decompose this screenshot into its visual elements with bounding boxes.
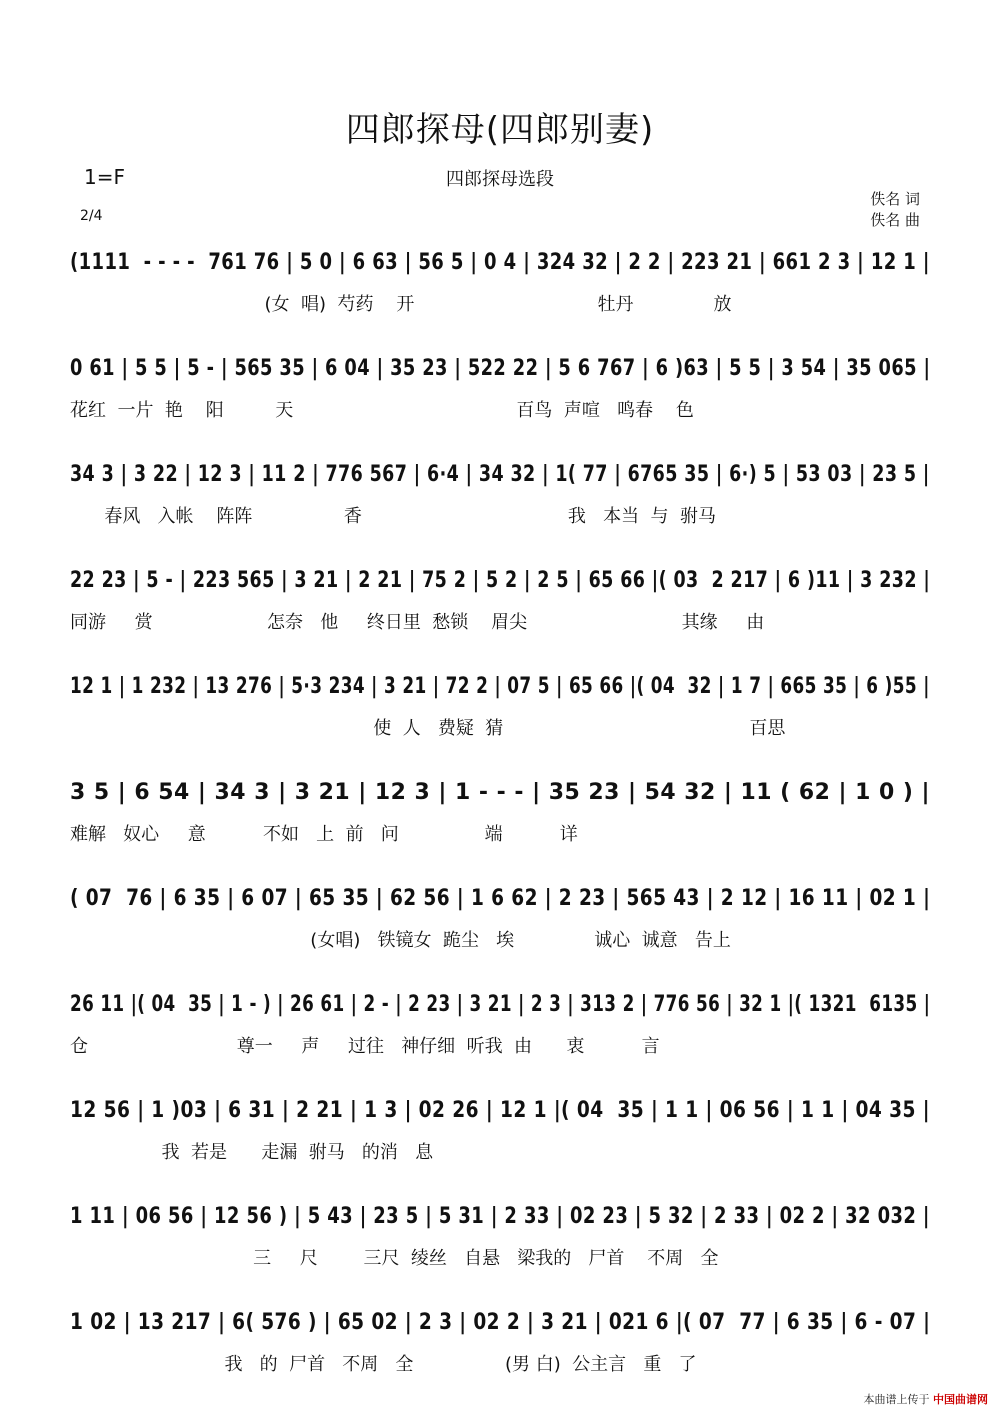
lyrics-line: 三 尺 三尺 绫丝 自悬 梁我的 尸首 不周 全 xyxy=(70,1248,719,1269)
lyrics-line: (女唱) 铁镜女 跪尘 埃 诚心 诚意 告上 xyxy=(70,930,731,951)
lyrics-line: 花红 一片 艳 阳 天 百鸟 声喧 鸣春 色 xyxy=(70,400,694,421)
composer-credit: 佚名 曲 xyxy=(870,211,920,229)
lyrics-line: 我 若是 走漏 驸马 的消 息 xyxy=(70,1142,434,1163)
lyrics-line: 仓 尊一 声 过往 神仔细 听我 由 衷 言 xyxy=(70,1036,660,1057)
lyrics-line: 春风 入帐 阵阵 香 我 本当 与 驸马 xyxy=(70,506,716,527)
lyrics-line: 我 的 尸首 不周 全 (男 白) 公主言 重 了 xyxy=(70,1354,697,1375)
footer-watermark xyxy=(864,1391,989,1407)
lyrics-line: 使 人 费疑 猜 百思 xyxy=(70,718,786,739)
notation-line: 1 02 | 13 217 | 6( 576 ) | 65 02 | 2 3 | 02 2 | 3 21 | 021 6 |( 07 77 | 6 35 | 6 - 07 | xyxy=(70,1310,931,1335)
footer-site-logo: 中国曲谱网 xyxy=(933,1393,988,1406)
lyrics-line: (女 唱) 芍药 开 牡丹 放 xyxy=(70,294,732,315)
score-title: 四郎探母(四郎别妻) xyxy=(345,110,655,150)
notation-line: (1111 - - - - 761 76 | 5 0 | 6 63 | 56 5 | 0 4 | 324 32 | 2 2 | 223 21 | 661 2 3 | 12 1 | xyxy=(70,250,930,275)
notation-line: 34 3 | 3 22 | 12 3 | 11 2 | 776 567 | 6·4 | 34 32 | 1( 77 | 6765 35 | 6·) 5 | 53 03 | 23 5 | xyxy=(70,462,930,487)
notation-line: 0 61 | 5 5 | 5 - | 565 35 | 6 04 | 35 23 | 522 22 | 5 6 767 | 6 )63 | 5 5 | 3 54 | 35 065 | xyxy=(70,356,931,381)
score-subtitle: 四郎探母选段 xyxy=(446,169,554,190)
footer-uploaded-label: 本曲谱上传于 xyxy=(863,1393,930,1406)
lyricist-credit: 佚名 词 xyxy=(870,190,920,208)
notation-line: ( 07 76 | 6 35 | 6 07 | 65 35 | 62 56 | 1 6 62 | 2 23 | 565 43 | 2 12 | 16 11 | 02 1 | xyxy=(70,886,931,911)
lyrics-line: 难解 奴心 意 不如 上 前 问 端 详 xyxy=(70,824,578,845)
notation-line: 12 56 | 1 )03 | 6 31 | 2 21 | 1 3 | 02 26 | 12 1 |( 04 35 | 1 1 | 06 56 | 1 1 | 04 35 | xyxy=(70,1098,930,1123)
notation-line: 1 11 | 06 56 | 12 56 ) | 5 43 | 23 5 | 5 31 | 2 33 | 02 23 | 5 32 | 2 33 | 02 2 | 32 032 | xyxy=(70,1204,930,1229)
notation-line: 3 5 | 6 54 | 34 3 | 3 21 | 12 3 | 1 - - - | 35 23 | 54 32 | 11 ( 62 | 1 0 ) | xyxy=(70,780,931,805)
notation-line: 22 23 | 5 - | 223 565 | 3 21 | 2 21 | 75 2 | 5 2 | 2 5 | 65 66 |( 03 2 217 | 6 )11 | 3 232 | xyxy=(70,568,931,593)
notation-line: 12 1 | 1 232 | 13 276 | 5·3 234 | 3 21 | 72 2 | 07 5 | 65 66 |( 04 32 | 1 7 | 665 35 | 6 )55 | xyxy=(70,674,930,699)
notation-line: 26 11 |( 04 35 | 1 - ) | 26 61 | 2 - | 2 23 | 3 21 | 2 3 | 313 2 | 776 56 | 32 1 |( 1321 6135 | xyxy=(70,992,931,1017)
key-signature: 1=F xyxy=(84,165,125,189)
time-signature: 2/4 xyxy=(80,208,103,224)
lyrics-line: 同游 赏 怎奈 他 终日里 愁锁 眉尖 其缘 由 xyxy=(70,612,765,633)
